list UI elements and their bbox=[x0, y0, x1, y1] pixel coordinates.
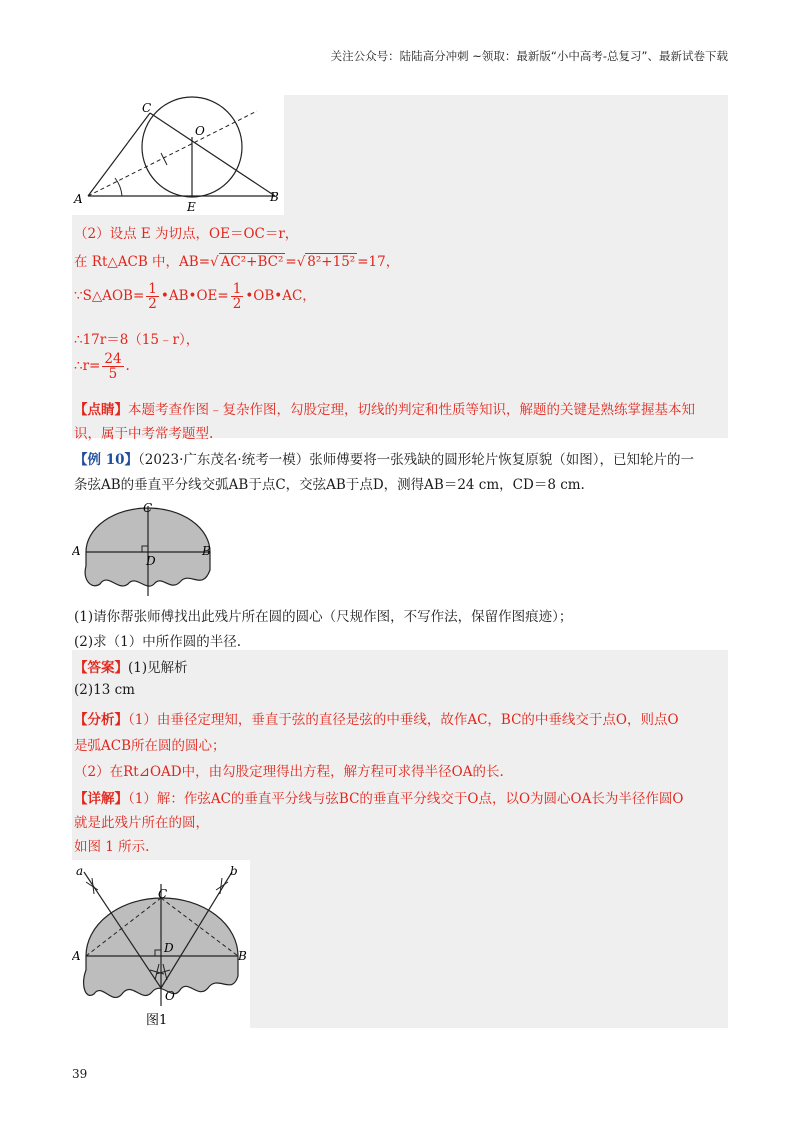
example-line-2: 条弦AB的垂直平分线交弧AB于点C，交弦AB于点D，测得AB＝24 cm，CD＝8 cm. bbox=[74, 477, 585, 493]
sqrt-2: √ 8²+15² bbox=[296, 254, 356, 270]
fraction-r bbox=[102, 352, 123, 381]
example-line-1 bbox=[74, 448, 694, 468]
ab-prefix: 在 Rt△ACB 中，AB= bbox=[74, 254, 211, 270]
frac-den: 2 bbox=[148, 296, 157, 313]
frac-num: 1 bbox=[148, 281, 157, 297]
label-a-lower: a bbox=[76, 864, 84, 878]
sqrt-2-content: 8²+15² bbox=[307, 254, 356, 270]
question-2: (2)求（1）中所作圆的半径. bbox=[74, 634, 242, 650]
comment-text-1: 本题考查作图﹣复杂作图，勾股定理，切线的判定和性质等知识，解题的关键是熟练掌握基本知 bbox=[128, 402, 695, 418]
detail-tag: 【详解】 bbox=[74, 791, 128, 807]
figure-broken-wheel bbox=[72, 500, 222, 596]
label-c: C bbox=[142, 101, 152, 115]
detail-line-3: 如图 1 所示. bbox=[74, 839, 150, 855]
example-text-1: （2023·广东茂名·统考一模）张师傅要将一张残缺的圆形轮片恢复原貌（如图），已知轮片的一 bbox=[138, 452, 694, 468]
analysis-line-1 bbox=[74, 708, 679, 728]
example-tag: 【例 10】 bbox=[74, 452, 138, 468]
figure-caption: 图1 bbox=[146, 1013, 168, 1028]
comment-tag: 【点睛】 bbox=[74, 402, 128, 418]
label-a: A bbox=[72, 949, 81, 963]
label-d: D bbox=[164, 941, 174, 955]
analysis-line-2: 是弧ACB所在圆的圆心； bbox=[74, 738, 226, 754]
label-c: C bbox=[158, 887, 168, 901]
answer-line-1 bbox=[74, 656, 188, 676]
area-prefix: ∵S△AOB= bbox=[74, 288, 145, 305]
solution-line-3 bbox=[74, 282, 316, 311]
page-header: 关注公众号：陆陆高分冲刺 ~领取：最新版“小中高考-总复习”、最新试卷下载 bbox=[330, 49, 728, 63]
analysis-text-1: （1）由垂径定理知，垂直于弦的直径是弦的中垂线，故作AC，BC的中垂线交于点O，则点O bbox=[128, 712, 679, 728]
sqrt-1-content: AC²+BC² bbox=[220, 254, 284, 270]
solution-line-1: （2）设点 E 为切点，OE＝OC＝r， bbox=[74, 226, 299, 242]
label-o: O bbox=[195, 124, 205, 138]
equals: = bbox=[285, 254, 297, 270]
area-mid-2: •OB•AC， bbox=[245, 288, 316, 305]
label-b-lower: b bbox=[230, 864, 238, 878]
label-b: B bbox=[238, 949, 247, 963]
label-a: A bbox=[72, 544, 81, 558]
solution-line-4: ∴17r＝8（15﹣r）， bbox=[74, 332, 200, 348]
answer-tag: 【答案】 bbox=[74, 660, 128, 676]
label-c: C bbox=[143, 501, 153, 515]
question-1: (1)请你帮张师傅找出此残片所在圆的圆心（尺规作图，不写作法，保留作图痕迹）； bbox=[74, 609, 573, 625]
label-a: A bbox=[74, 192, 83, 206]
solution-line-2 bbox=[74, 250, 399, 270]
detail-text-1: （1）解：作弦AC的垂直平分线与弦BC的垂直平分线交于O点，以O为圆心OA长为半径作圆O bbox=[128, 791, 684, 807]
label-o: O bbox=[165, 989, 175, 1003]
fraction-half-1 bbox=[146, 282, 159, 311]
r-prefix: ∴r= bbox=[74, 358, 101, 375]
comment-line-1 bbox=[74, 398, 695, 418]
frac-num: 24 bbox=[104, 351, 122, 367]
r-suffix: . bbox=[125, 358, 130, 375]
figure-1-construction bbox=[72, 860, 250, 1028]
analysis-tag: 【分析】 bbox=[74, 712, 128, 728]
label-b: B bbox=[202, 544, 211, 558]
fraction-half-2 bbox=[231, 282, 244, 311]
detail-line-2: 就是此残片所在的圆， bbox=[74, 815, 209, 831]
analysis-line-3: （2）在Rt⊿OAD中，由勾股定理得出方程，解方程可求得半径OA的长. bbox=[74, 764, 504, 780]
ab-result: =17， bbox=[357, 254, 400, 270]
solution-line-5 bbox=[74, 352, 130, 381]
answer-line-2: (2)13 cm bbox=[74, 682, 135, 698]
frac-num: 1 bbox=[232, 281, 242, 297]
label-e: E bbox=[187, 200, 196, 214]
frac-den: 5 bbox=[108, 366, 118, 383]
label-b: B bbox=[270, 190, 279, 204]
detail-line-1 bbox=[74, 787, 683, 807]
sqrt-1: √ AC²+BC² bbox=[210, 254, 284, 270]
frac-den: 2 bbox=[232, 296, 242, 313]
label-d: D bbox=[146, 554, 156, 568]
answer-text-1: (1)见解析 bbox=[128, 660, 188, 676]
comment-line-2: 识，属于中考常考题型. bbox=[74, 426, 214, 442]
page-number: 39 bbox=[72, 1067, 88, 1081]
area-mid-1: •AB•OE= bbox=[160, 288, 229, 305]
figure-circle-triangle bbox=[72, 95, 284, 215]
